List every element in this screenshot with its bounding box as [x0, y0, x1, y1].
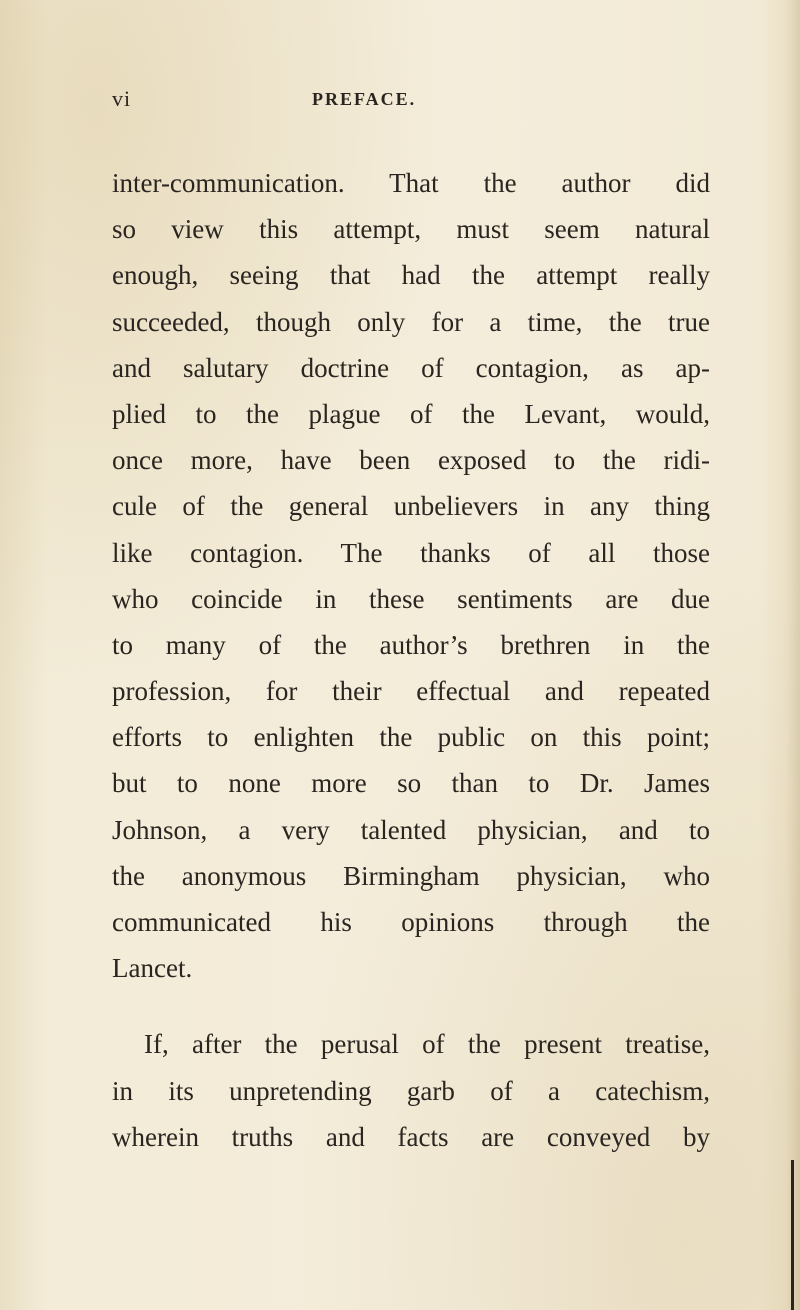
text-line: enough, seeing that had the attempt really [112, 260, 710, 291]
page-edge-shadow [786, 0, 800, 1310]
text-line: who coincide in these sentiments are due [112, 583, 710, 614]
body-text [112, 160, 710, 1160]
text-line: profession, for their effectual and repeated [112, 676, 710, 707]
page-edge-line [791, 1160, 794, 1310]
text-line: plied to the plague of the Levant, would, [112, 398, 710, 429]
paragraph-gap [112, 991, 710, 1021]
text-line: efforts to enlighten the public on this point; [112, 722, 710, 753]
paragraph-2 [112, 1021, 710, 1160]
text-line: so view this attempt, must seem natural [112, 214, 710, 245]
text-line: communicated his opinions through the [112, 907, 710, 937]
text-line: and salutary doctrine of contagion, as ap- [112, 352, 710, 383]
running-head [112, 86, 712, 116]
text-line: once more, have been exposed to the ridi- [112, 445, 710, 476]
page-number: vi [112, 86, 132, 111]
text-line: but to none more so than to Dr. James [112, 768, 710, 799]
text-line: wherein truths and facts are conveyed by [112, 1121, 710, 1152]
text-line: to many of the author’s brethren in the [112, 629, 710, 660]
paragraph-1 [112, 160, 710, 991]
text-line: cule of the general unbelievers in any thing [112, 491, 710, 522]
running-head-title: PREFACE. [312, 89, 417, 109]
text-line: succeeded, though only for a time, the true [112, 306, 710, 337]
text-line: the anonymous Birmingham physician, who [112, 860, 710, 891]
text-line: If, after the perusal of the present treatise, [144, 1029, 710, 1060]
text-line: Johnson, a very talented physician, and to [112, 814, 710, 845]
text-line: inter-communication. That the author did [112, 168, 710, 198]
text-line: like contagion. The thanks of all those [112, 537, 710, 568]
text-line: Lancet. [112, 953, 193, 984]
text-line: in its unpretending garb of a catechism, [112, 1075, 710, 1106]
